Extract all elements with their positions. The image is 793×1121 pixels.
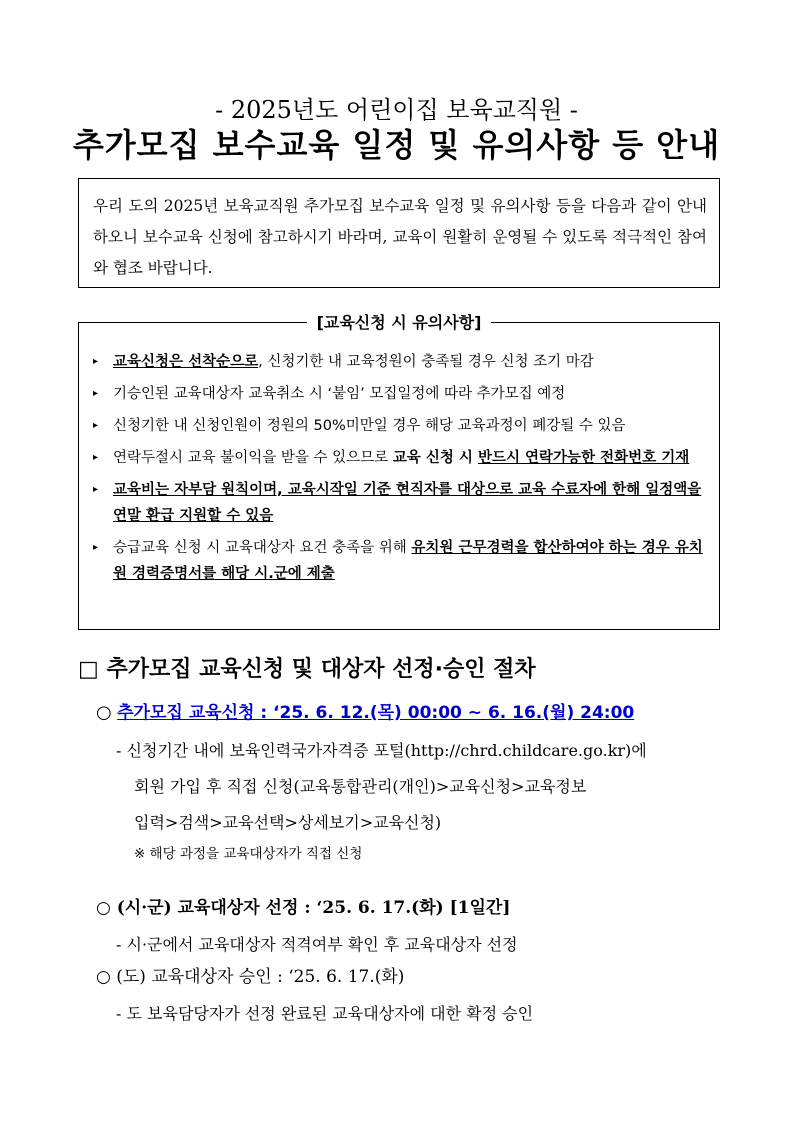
apply-detail-line: 회원 가입 후 직접 신청(교육통합관리(개인)>교육신청>교육정보: [134, 777, 587, 796]
apply-detail-line: - 신청기간 내에 보육인력국가자격증 포털(http://chrd.childcare.go.kr)에: [116, 741, 647, 760]
bullet-icon: ▸: [93, 388, 99, 399]
document-subtitle: - 2025년도 어린이집 보육교직원 -: [215, 96, 578, 124]
bullet-icon: ▸: [93, 420, 99, 431]
circle-marker: ○: [96, 702, 112, 723]
list-item: ▸ 연락두절시 교육 불이익을 받을 수 있으므로 교육 신청 시 반드시 연락가능한 전화번호 기재: [93, 445, 713, 471]
list-item: ▸ 승급교육 신청 시 교육대상자 요건 충족을 위해 유치원 근무경력을 합산하여야 하는 경우 유치원 경력증명서를 해당 시.군에 제출: [93, 535, 713, 587]
document-title: 추가모집 보수교육 일정 및 유의사항 등 안내: [72, 126, 721, 164]
select-line: [96, 893, 510, 918]
apply-detail: [116, 733, 720, 841]
notice-title: [교육신청 시 유의사항]: [79, 310, 719, 333]
notice-list: [93, 349, 713, 593]
select-detail: - 시·군에서 교육대상자 적격여부 확인 후 교육대상자 선정: [116, 935, 518, 954]
intro-text: 우리 도의 2025년 보육교직원 추가모집 보수교육 일정 및 유의사항 등을 다음과 같이 안내하오니 보수교육 신청에 참고하시기 바라며, 교육이 원활히 운영될 수 있도록 적극적인 참여와 협조 바랍니다.: [93, 197, 707, 277]
circle-marker: ○: [96, 967, 111, 987]
approve-detail: - 도 보육담당자가 선정 완료된 교육대상자에 대한 확정 승인: [116, 1004, 534, 1023]
list-item: ▸ 신청기한 내 신청인원이 정원의 50%미만일 경우 해당 교육과정이 폐강될 수 있음: [93, 413, 713, 439]
bullet-icon: ▸: [93, 484, 99, 495]
select-text: (시·군) 교육대상자 선정 : ‘25. 6. 17.(화) [1일간]: [116, 898, 511, 918]
list-item: ▸ 교육신청은 선착순으로, 신청기한 내 교육정원이 충족될 경우 신청 조기 마감: [93, 349, 713, 375]
bullet-icon: ▸: [93, 356, 99, 367]
apply-note: ※ 해당 과정을 교육대상자가 직접 신청: [134, 846, 363, 862]
bullet-icon: ▸: [93, 452, 99, 463]
section-heading: □ 추가모집 교육신청 및 대상자 선정·승인 절차: [78, 657, 536, 682]
list-item: ▸ 기승인된 교육대상자 교육취소 시 ‘붙임’ 모집일정에 따라 추가모집 예정: [93, 381, 713, 407]
intro-box: [78, 178, 720, 288]
apply-detail-line: 입력>검색>교육선택>상세보기>교육신청): [134, 813, 442, 832]
approve-text: (도) 교육대상자 승인 : ‘25. 6. 17.(화): [116, 967, 405, 987]
apply-period-text: 추가모집 교육신청 : ‘25. 6. 12.(목) 00:00 ~ 6. 16.(월) 24:00: [117, 703, 635, 723]
approve-line: [96, 962, 404, 987]
notice-box: [78, 313, 720, 630]
circle-marker: ○: [96, 898, 111, 918]
bullet-icon: ▸: [93, 542, 99, 553]
list-item: ▸ 교육비는 자부담 원칙이며, 교육시작일 기준 현직자를 대상으로 교육 수료자에 한해 일정액을 연말 환급 지원할 수 있음: [93, 477, 713, 529]
apply-period-line: [96, 698, 634, 723]
